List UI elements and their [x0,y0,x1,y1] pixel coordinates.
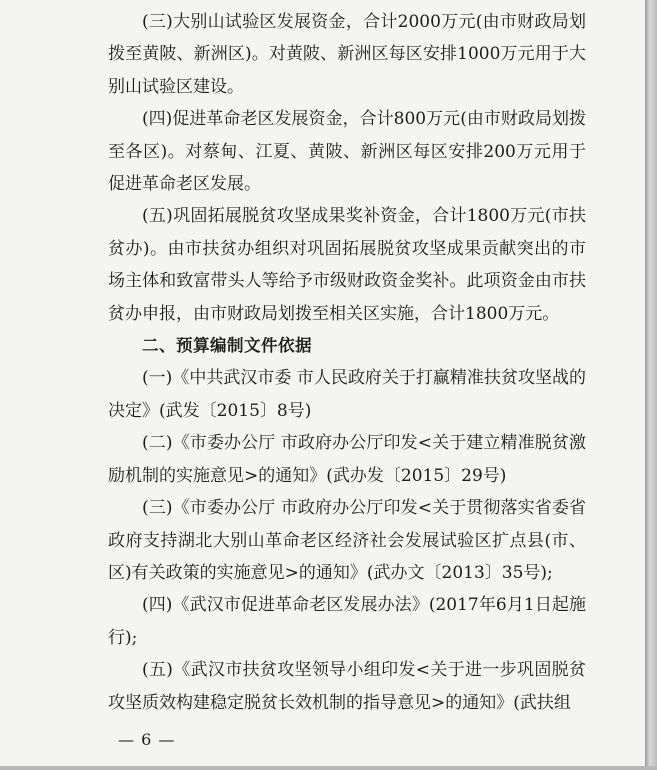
document-body [108,6,586,719]
item-section-3: (三)大别山试验区发展资金，合计2000万元(由市财政局划拨至黄陂、新洲区)。对黄陂、新洲区每区安排1000万元用于大别山试验区建设。 [108,12,586,97]
basis-item-4: (四)《武汉市促进革命老区发展办法》(2017年6月1日起施行); [108,595,586,648]
basis-item-2: (二)《市委办公厅 市政府办公厅印发<关于建立精准脱贫激励机制的实施意见>的通知》(武办发〔2015〕29号) [108,433,586,486]
item-section-4: (四)促进革命老区发展资金，合计800万元(由市财政局划拨至各区)。对蔡甸、江夏、黄陂、新洲区每区安排200万元用于促进革命老区发展。 [108,109,586,195]
page-bottom-edge [0,766,657,770]
basis-item-5: (五)《武汉市扶贫攻坚领导小组印发<关于进一步巩固脱贫攻坚质效构建稳定脱贫长效机制的指导意见>的通知》(武扶组 [108,660,586,713]
page-edge-shadow [645,0,657,770]
basis-item-3: (三)《市委办公厅 市政府办公厅印发<关于贯彻落实省委省政府支持湖北大别山革命老区经济社会发展试验区扩点县(市、区)有关政策的实施意见>的通知》(武办文〔2013〕35号); [108,498,586,583]
section-heading-budget-basis: 二、预算编制文件依据 [142,336,312,356]
page-number: — 6 — [118,730,176,749]
item-section-5: (五)巩固拓展脱贫攻坚成果奖补资金，合计1800万元(市扶贫办)。由市扶贫办组织对巩固拓展脱贫攻坚成果贡献突出的市场主体和致富带头人等给予市级财政资金奖补。此项资金由市扶贫办申报，由市财政局划拨至相关区实施，合计1800万元。 [108,206,586,324]
basis-item-1: (一)《中共武汉市委 市人民政府关于打赢精准扶贫攻坚战的决定》(武发〔2015〕8号) [108,368,586,421]
